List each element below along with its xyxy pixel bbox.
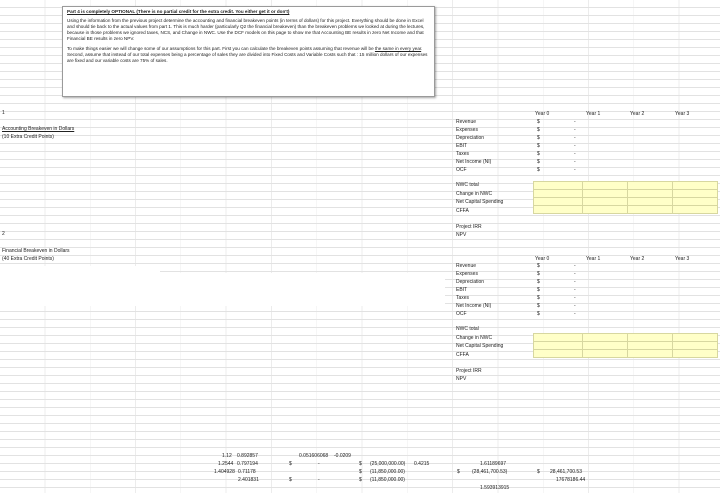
year-3-header: Year 3 (675, 111, 690, 117)
row-cffa: CFFA (456, 208, 469, 214)
cell-e2[interactable]: (25,000,000.00) (370, 461, 406, 467)
cell-dollar[interactable]: $ (537, 279, 540, 285)
cell-f2[interactable]: 0.4215 (414, 461, 430, 467)
cell-dollar[interactable]: $ (537, 167, 540, 173)
row-change-nwc-2: Change in NWC (456, 335, 493, 341)
cell-dollar[interactable]: $ (537, 263, 540, 269)
row-project-irr-2: Project IRR (456, 368, 482, 374)
row-depreciation: Depreciation (456, 135, 485, 141)
cell-c2[interactable]: - (318, 461, 320, 467)
cell-dollar[interactable]: $ (537, 271, 540, 277)
cell-h2-dollar[interactable]: $ (537, 469, 540, 475)
cell-dash[interactable]: - (574, 167, 576, 173)
cell-dash[interactable]: - (574, 303, 576, 309)
row-ocf-2: OCF (456, 311, 467, 317)
year-0-header-2: Year 0 (535, 256, 550, 262)
cell-dollar[interactable]: $ (537, 287, 540, 293)
cell-h2[interactable]: 28,461,700.53 (550, 469, 582, 475)
cell-dash[interactable]: - (574, 135, 576, 141)
row-net-income: Net Income (NI) (456, 159, 492, 165)
cell-dash[interactable]: - (574, 119, 576, 125)
cell-dash[interactable]: - (574, 127, 576, 133)
blank-area-1 (0, 266, 160, 306)
cell-e3-dollar[interactable]: $ (359, 469, 362, 475)
cell-e3[interactable]: (11,850,000.00) (370, 469, 405, 475)
instructions-title: Part 4 is completely OPTIONAL (There is no partial credit for the extra credit. You either get it or don't) (67, 9, 290, 14)
section-1-number: 1 (2, 110, 5, 116)
cell-e4-dollar[interactable]: $ (359, 477, 362, 483)
row-net-income-2: Net Income (NI) (456, 303, 492, 309)
row-revenue-2: Revenue (456, 263, 477, 269)
cell-dash[interactable]: - (574, 271, 576, 277)
cell-dollar[interactable]: $ (537, 119, 540, 125)
year-1-header: Year 1 (586, 111, 601, 117)
row-net-capital-spending: Net Capital Spending (456, 199, 504, 205)
cell-g2-dollar[interactable]: $ (457, 469, 460, 475)
cell-g2[interactable]: (28,461,700.53) (472, 469, 508, 475)
section-2-title: Financial Breakeven in Dollars (2, 248, 70, 254)
cell-dollar[interactable]: $ (537, 311, 540, 317)
cell-a2[interactable]: 1.2544 (218, 461, 234, 467)
cell-dash[interactable]: - (574, 311, 576, 317)
section-1-title: Accounting Breakeven in Dollars (2, 126, 75, 132)
row-npv: NPV (456, 232, 467, 238)
cell-dash[interactable]: - (574, 159, 576, 165)
cell-dollar[interactable]: $ (537, 135, 540, 141)
cell-a3[interactable]: 1.404928 (214, 469, 235, 475)
row-expenses: Expenses (456, 127, 478, 133)
row-nwc-total: NWC total (456, 182, 479, 188)
row-taxes: Taxes (456, 151, 470, 157)
row-cffa-2: CFFA (456, 352, 469, 358)
cell-dash[interactable]: - (574, 143, 576, 149)
cell-dollar[interactable]: $ (537, 159, 540, 165)
cell-b3[interactable]: 0.71178 (238, 469, 256, 475)
cell-dash[interactable]: - (574, 263, 576, 269)
row-project-irr: Project IRR (456, 224, 482, 230)
row-expenses-2: Expenses (456, 271, 478, 277)
cell-dollar[interactable]: $ (537, 295, 540, 301)
row-ocf: OCF (456, 167, 467, 173)
row-npv-2: NPV (456, 376, 467, 382)
instructions-textbox[interactable] (62, 6, 435, 97)
yellow-input-area-2[interactable] (533, 333, 718, 358)
cell-b4[interactable]: 2.401831 (238, 477, 259, 483)
cell-c4[interactable]: - (318, 477, 320, 483)
row-nwc-total-2: NWC total (456, 326, 479, 332)
section-2-subtitle: (40 Extra Credit Points) (2, 256, 54, 262)
instructions-paragraph-1: Using the information from the previous project determine the accounting and financial breakeven points (in terms of dollars) for this project. Everything should be done in Excel and should tie back to the actual values from part 1. This is much harder (particularly Q2 the financial breakeven) than the breakeven problems we looked at during the lectures, because in those problems we ignored taxes, NCS, and Change in NWC. Use the DCF models on this page to show me that Accounting BE results in zero Net Income and that Financial BE results in zero NPV. (67, 18, 425, 41)
instructions-paragraph-2: To make things easier we will change some of our assumptions for this part. First you can calculate the breakeven points assuming that revenue will be the same in every year. Second, assume that instead of our total expenses being a percentage of sales they are divided into Fixed Costs and Variable Costs such that : 15 million dollars of our expenses are fixed and our variable costs are 75% of sales. (67, 46, 428, 63)
cell-dollar[interactable]: $ (537, 143, 540, 149)
row-taxes-2: Taxes (456, 295, 470, 301)
cell-e2-dollar[interactable]: $ (359, 461, 362, 467)
blank-area-2 (160, 273, 445, 306)
year-2-header-2: Year 2 (630, 256, 645, 262)
cell-g-last[interactable]: 1.593913915 (480, 485, 510, 491)
row-ebit: EBIT (456, 143, 468, 149)
year-3-header-2: Year 3 (675, 256, 690, 262)
cell-dollar[interactable]: $ (537, 127, 540, 133)
cell-c4-dollar[interactable]: $ (289, 477, 292, 483)
cell-b2[interactable]: 0.797194 (237, 461, 258, 467)
year-1-header-2: Year 1 (586, 256, 601, 262)
year-0-header: Year 0 (535, 111, 550, 117)
cell-e4[interactable]: (11,850,000.00) (370, 477, 405, 483)
cell-d1[interactable]: -0.0209 (334, 453, 351, 459)
section-2-number: 2 (2, 231, 5, 237)
cell-dash[interactable]: - (574, 151, 576, 157)
cell-dash[interactable]: - (574, 287, 576, 293)
cell-c1[interactable]: 0.051606068 (299, 453, 329, 459)
row-change-nwc: Change in NWC (456, 191, 493, 197)
cell-c2-dollar[interactable]: $ (289, 461, 292, 467)
year-2-header: Year 2 (630, 111, 645, 117)
cell-b1[interactable]: 0.892857 (237, 453, 258, 459)
cell-g1[interactable]: 1.61189697 (480, 461, 507, 467)
section-1-subtitle: (10 Extra Credit Points) (2, 134, 54, 140)
cell-dash[interactable]: - (574, 295, 576, 301)
cell-a1[interactable]: 1.12 (222, 453, 232, 459)
row-depreciation-2: Depreciation (456, 279, 485, 285)
row-net-capital-spending-2: Net Capital Spending (456, 343, 504, 349)
row-ebit-2: EBIT (456, 287, 468, 293)
cell-dash[interactable]: - (574, 279, 576, 285)
cell-dollar[interactable]: $ (537, 151, 540, 157)
cell-dollar[interactable]: $ (537, 303, 540, 309)
cell-h3[interactable]: 17678186.44 (556, 477, 586, 483)
row-revenue: Revenue (456, 119, 477, 125)
